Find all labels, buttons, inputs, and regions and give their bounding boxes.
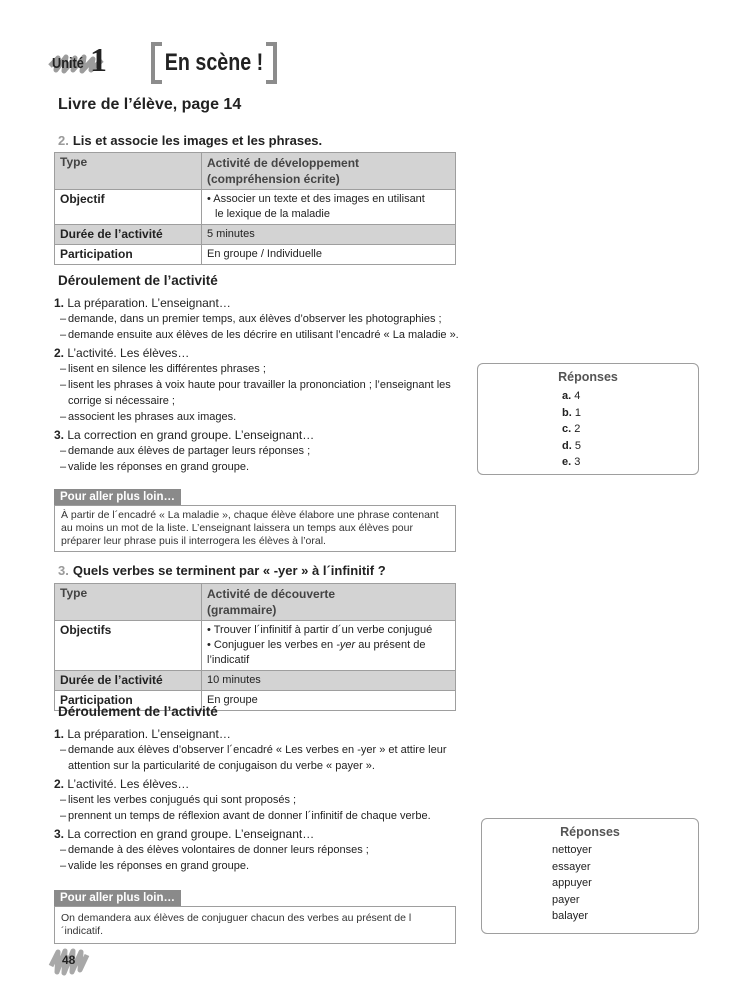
step-text: L’activité. Les élèves… — [67, 777, 190, 791]
objective-line1: • Associer un texte et des images en utilisant — [207, 193, 425, 205]
type-label: Type — [55, 153, 202, 190]
step-item-text: demande aux élèves d’observer l´encadré « Les verbes en -yer » et attire leur attention sur la particularité de conjugaison du verbe « payer ». — [68, 744, 447, 772]
book-reference: Livre de l’élève, page 14 — [58, 96, 242, 113]
answers-title: Réponses — [560, 825, 620, 839]
page-number-badge — [48, 946, 90, 976]
step-item-text: demande aux élèves de partager leurs réponses ; — [68, 445, 311, 457]
step-item: – prennent un temps de réflexion avant de donner l´infinitif de chaque verbe. — [60, 810, 431, 822]
participation-value: En groupe — [202, 691, 456, 711]
answers-list — [552, 842, 698, 925]
step-2 — [54, 776, 474, 792]
objective-line2 — [207, 638, 450, 668]
duration-label: Durée de l’activité — [55, 671, 202, 691]
participation-value: En groupe / Individuelle — [202, 245, 456, 265]
extension-label: Pour aller plus loin… — [54, 489, 181, 505]
answer-item — [562, 388, 698, 405]
objective-line2: le lexique de la maladie — [215, 208, 330, 220]
answer-item — [562, 405, 698, 422]
step-text: La correction en grand groupe. L’enseignant… — [67, 428, 315, 442]
step-text: L’activité. Les élèves… — [67, 346, 190, 360]
step-item-text: demande ensuite aux élèves de les décrire en utilisant l’encadré « La maladie ». — [68, 329, 459, 341]
step-item-text: associent les phrases aux images. — [68, 411, 237, 423]
type-value-line1: Activité de découverte — [207, 587, 336, 601]
unit-badge — [48, 42, 110, 79]
step-3 — [54, 826, 474, 842]
step-item: – lisent les verbes conjugués qui sont proposés ; — [60, 794, 297, 806]
step-item-text: lisent en silence les différentes phrases ; — [68, 363, 266, 375]
step-item: – demande aux élèves de partager leurs réponses ; — [60, 445, 311, 457]
step-item: – lisent les phrases à voix haute pour travailler la prononciation ; l’enseignant les corrige si nécessaire ; — [60, 379, 451, 407]
answer-item — [562, 454, 698, 471]
type-value — [202, 584, 456, 621]
answer-letter: c. — [562, 423, 572, 435]
unit-title-frame — [150, 42, 278, 84]
type-value — [202, 153, 456, 190]
objective-line2-pre: • Conjuguer les verbes en — [207, 639, 337, 651]
answer-letter: d. — [562, 439, 572, 452]
step-item: – valide les réponses en grand groupe. — [60, 461, 250, 473]
step-number: 2. — [54, 346, 65, 360]
step-text: La préparation. L’enseignant… — [67, 296, 231, 310]
step-item: – demande aux élèves d’observer l´encadré « Les verbes en -yer » et attire leur attention sur la particularité de conjugaison du verbe « payer ». — [60, 744, 447, 772]
answers-list — [562, 388, 698, 471]
step-item: – demande ensuite aux élèves de les décrire en utilisant l’encadré « La maladie ». — [60, 329, 459, 341]
step-number: 2. — [54, 777, 65, 791]
answers-box — [481, 818, 699, 934]
step-item-text: lisent les verbes conjugués qui sont proposés ; — [68, 794, 297, 806]
step-item-text: lisent les phrases à voix haute pour travailler la prononciation ; l’enseignant les corrige si nécessaire ; — [68, 379, 451, 407]
step-item-text: valide les réponses en grand groupe. — [68, 461, 250, 473]
answer-value: 4 — [574, 390, 581, 402]
extension-text: On demandera aux élèves de conjuguer chacun des verbes au présent de l´indicatif. — [54, 906, 456, 944]
answer-letter: e. — [562, 456, 572, 468]
step-number: 1. — [54, 296, 65, 310]
step-2 — [54, 345, 474, 361]
answer-item: balayer — [552, 910, 589, 922]
step-item-text: demande, dans un premier temps, aux élèves d’observer les photographies ; — [68, 313, 442, 325]
duration-value: 5 minutes — [202, 225, 456, 245]
answer-item — [562, 421, 698, 438]
type-label: Type — [55, 584, 202, 621]
step-1 — [54, 295, 474, 311]
activity-info-table — [54, 152, 456, 265]
answer-value: 3 — [574, 456, 581, 468]
answer-value: 1 — [574, 406, 581, 419]
step-item: – demande, dans un premier temps, aux élèves d’observer les photographies ; — [60, 313, 442, 325]
extension-section — [54, 487, 456, 552]
answer-value: 5 — [574, 439, 581, 452]
objective-line2-post: au présent de l’indicatif — [207, 639, 426, 666]
step-1 — [54, 726, 474, 742]
answer-letter: b. — [562, 406, 572, 419]
step-item-text: prennent un temps de réflexion avant de donner l´infinitif de chaque verbe. — [68, 810, 431, 822]
type-value-line2: (compréhension écrite) — [207, 172, 340, 186]
extension-section — [54, 888, 456, 944]
step-text: La préparation. L’enseignant… — [67, 727, 231, 741]
answer-item: essayer — [552, 860, 591, 873]
task-number: 2. — [58, 133, 69, 148]
answer-item: nettoyer — [552, 844, 592, 856]
step-text: La correction en grand groupe. L’enseignant… — [67, 827, 315, 841]
objective-value — [202, 621, 456, 671]
step-number: 1. — [54, 727, 65, 741]
answer-item — [562, 438, 698, 455]
process-steps — [54, 724, 474, 874]
activity-info-table — [54, 583, 456, 711]
step-number: 3. — [54, 428, 65, 442]
unit-number: 1 — [90, 42, 107, 79]
objective-value — [202, 190, 456, 225]
extension-label: Pour aller plus loin… — [54, 890, 181, 906]
step-item: – demande à des élèves volontaires de donner leurs réponses ; — [60, 844, 369, 856]
step-item-text: demande à des élèves volontaires de donner leurs réponses ; — [68, 844, 369, 856]
step-number: 3. — [54, 827, 65, 841]
answer-value: 2 — [574, 423, 581, 435]
duration-label: Durée de l’activité — [55, 225, 202, 245]
task-number: 3. — [58, 563, 69, 578]
step-item: – lisent en silence les différentes phrases ; — [60, 363, 266, 375]
process-heading: Déroulement de l’activité — [58, 273, 218, 288]
page-number: 48 — [62, 953, 76, 967]
answers-box — [477, 363, 699, 475]
participation-label: Participation — [55, 245, 202, 265]
answer-item: appuyer — [552, 877, 592, 889]
step-3 — [54, 427, 474, 443]
objective-label: Objectifs — [55, 621, 202, 671]
extension-text: À partir de l´encadré « La maladie », chaque élève élabore une phrase contenant au moins un mot de la liste. L’enseignant laissera un temps aux élèves pour préparer leur phrase puis il interrogera les élèves à l’oral. — [54, 505, 456, 552]
objective-label: Objectif — [55, 190, 202, 225]
task-3-title — [58, 563, 386, 578]
objective-line2-em: -yer — [336, 639, 356, 651]
step-item-text: valide les réponses en grand groupe. — [68, 860, 250, 872]
step-item: – valide les réponses en grand groupe. — [60, 860, 250, 872]
type-value-line1: Activité de développement — [207, 156, 360, 170]
answers-title: Réponses — [558, 370, 618, 384]
unit-title: En scène ! — [164, 49, 264, 76]
answer-letter: a. — [562, 390, 572, 402]
process-heading: Déroulement de l’activité — [58, 704, 218, 719]
unit-label: Unité — [52, 55, 84, 72]
task-instruction: Quels verbes se terminent par « -yer » à l´infinitif ? — [72, 563, 386, 578]
step-item: – associent les phrases aux images. — [60, 411, 237, 423]
duration-value: 10 minutes — [202, 671, 456, 691]
participation-label: Participation — [55, 691, 202, 711]
objective-line1: • Trouver l´infinitif à partir d´un verbe conjugué — [207, 624, 433, 636]
task-instruction: Lis et associe les images et les phrases. — [72, 133, 323, 148]
process-steps — [54, 293, 474, 475]
type-value-line2: (grammaire) — [207, 603, 277, 617]
answer-item: payer — [552, 893, 580, 906]
task-2-title — [58, 133, 322, 148]
